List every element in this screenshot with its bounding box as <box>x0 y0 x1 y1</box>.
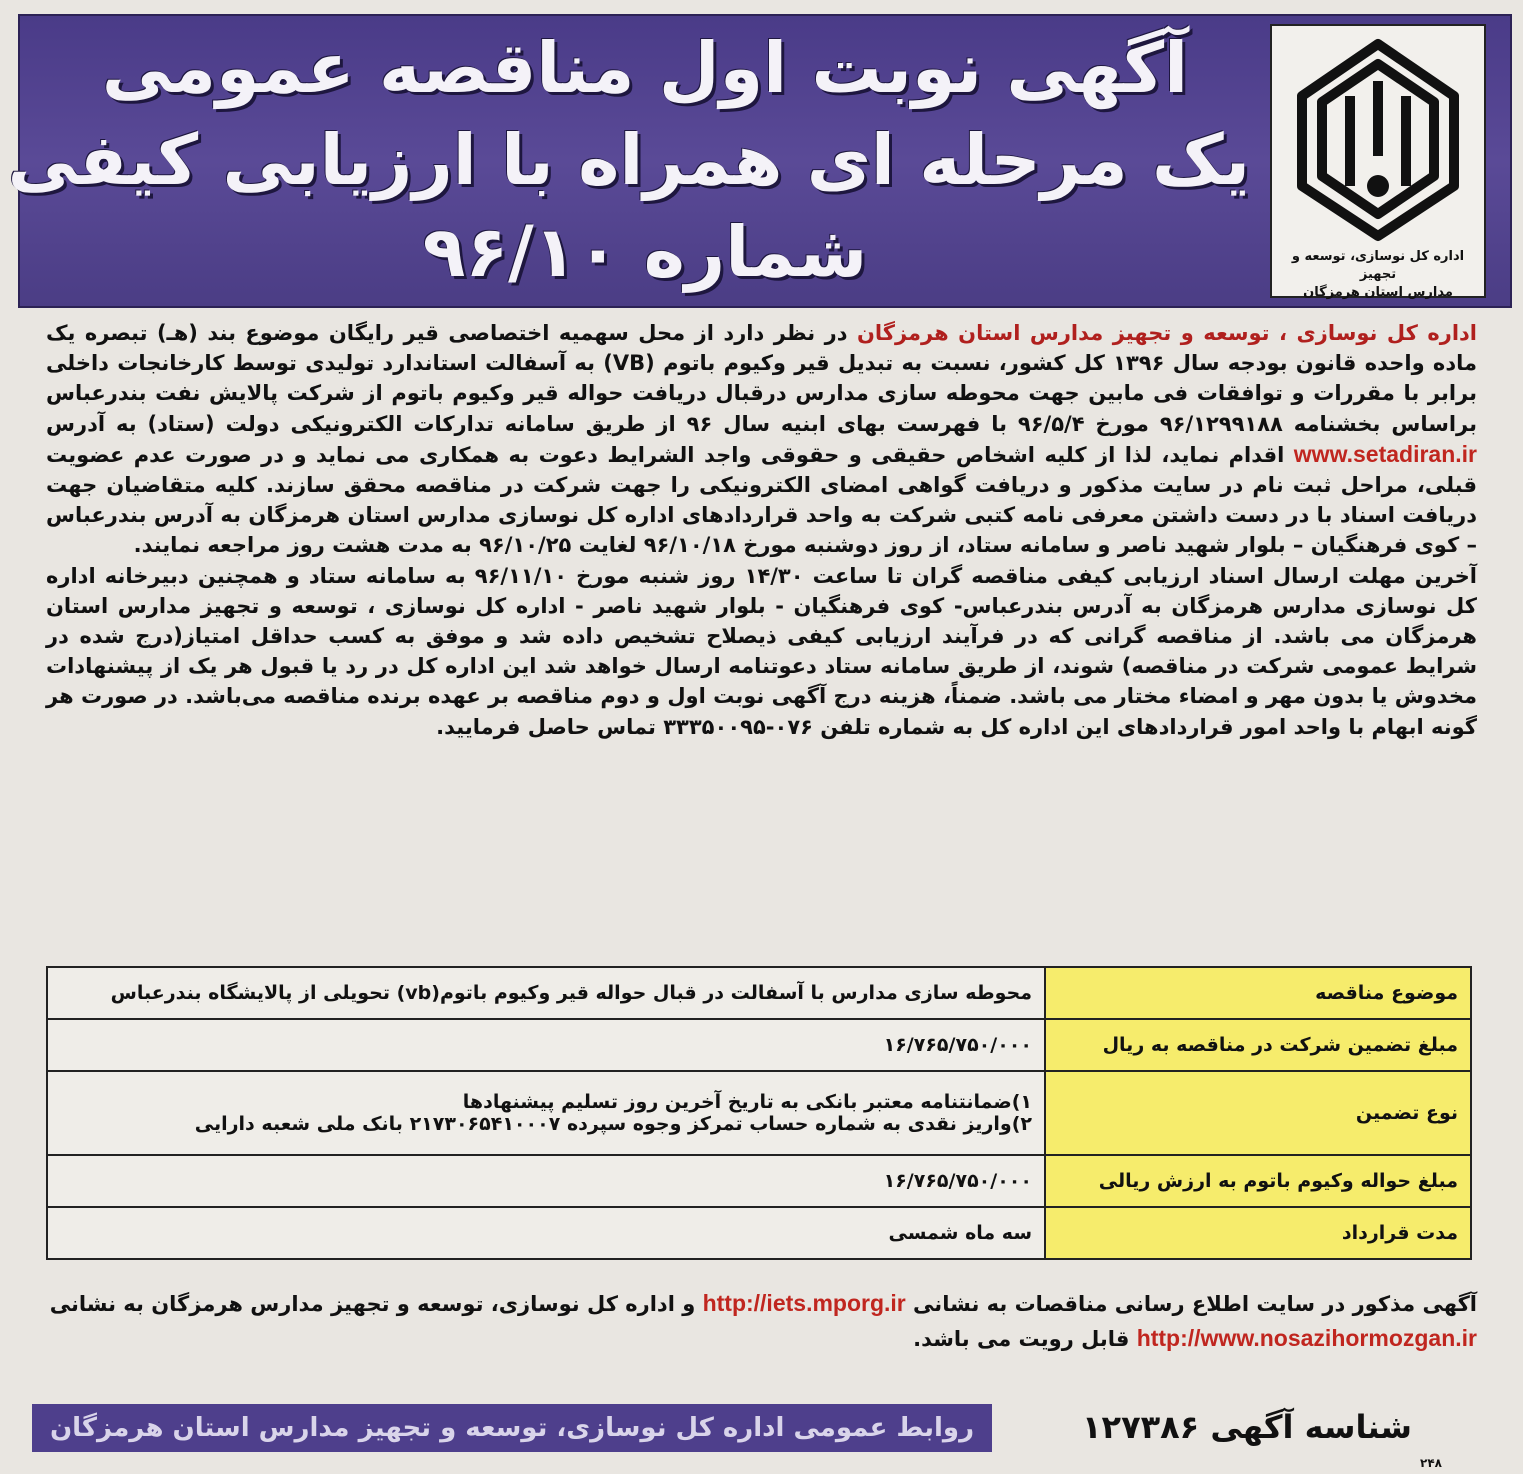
paragraph-1-text-a: در نظر دارد از محل سهمیه اختصاصی قیر رایگان موضوع بند (هـ) تبصره یک ماده واحده قانون بودجه سال ۱۳۹۶ کل کشور، نسبت به تبدیل قیر وکیوم باتوم (VB) به آسفالت استاندارد تولیدی توسط کارخانجات داخلی برابر با مقررات و توافقات فی مابین جهت محوطه سازی مدارس درقبال دریافت حواله قیر وکیوم باتوم از شرکت پالایش نفت بندرعباس براساس بخشنامه ۹۶/۱۲۹۹۱۸۸ مورخ ۹۶/۵/۴ با فهرست بهای ابنیه سال ۹۶ از طریق سامانه تدارکات الکترونیکی دولت (ستاد) به آدرس <box>46 321 1478 436</box>
footer-paragraph <box>46 1286 1477 1356</box>
row-value <box>47 1019 1045 1071</box>
tender-info-table <box>46 966 1472 1260</box>
nosazi-link[interactable]: http://www.nosazihormozgan.ir <box>1136 1325 1477 1351</box>
iets-link[interactable]: http://iets.mporg.ir <box>702 1290 906 1316</box>
title-line-2: یک مرحله ای همراه با ارزیابی کیفی <box>7 119 1250 201</box>
title-line-1: آگهی نوبت اول مناقصه عمومی <box>101 27 1189 109</box>
voucher-amount: ۱۶/۷۶۵/۷۵۰/۰۰۰ <box>883 1170 1032 1192</box>
table-row <box>47 1155 1471 1207</box>
table-row <box>47 1071 1471 1155</box>
logo-caption-line1: اداره کل نوسازی، توسعه و تجهیز <box>1291 249 1465 282</box>
row-label: مبلغ حواله وکیوم باتوم به ارزش ریالی <box>1045 1155 1471 1207</box>
paragraph-1-text-b: اقدام نماید، لذا از کلیه اشخاص حقیقی و حقوقی واجد الشرایط دعوت به همکاری می نماید و در صورت عدم عضویت قبلی، مراحل ثبت نام در سایت مذکور و دریافت گواهی امضای الکترونیکی را جهت شرکت در مناقصه محقق سازند. کلیه متقاضیان جهت دریافت اسناد با در دست داشتن معرفی نامه کتبی شرکت به واحد قراردادهای اداره کل نوسازی مدارس استان هرمزگان به آدرس بندرعباس – کوی فرهنگیان – بلوار شهید ناصر و سامانه ستاد، از روز دوشنبه مورخ ۹۶/۱۰/۱۸ لغایت ۹۶/۱۰/۲۵ به مدت هشت روز مراجعه نمایند. <box>46 442 1477 558</box>
row-label: موضوع مناقصه <box>1045 967 1471 1019</box>
table-row <box>47 967 1471 1019</box>
public-relations-banner: روابط عمومی اداره کل نوسازی، توسعه و تجهیز مدارس استان هرمزگان <box>32 1404 992 1452</box>
row-value <box>47 1155 1045 1207</box>
footer-text-b: و اداره کل نوسازی، توسعه و تجهیز مدارس هرمزگان به نشانی <box>49 1292 703 1316</box>
announcement-body <box>46 318 1477 742</box>
row-label: مبلغ تضمین شرکت در مناقصه به ریال <box>1045 1019 1471 1071</box>
table-row <box>47 1207 1471 1259</box>
organization-logo <box>1270 24 1486 298</box>
organization-name: اداره کل نوسازی ، توسعه و تجهیز مدارس استان هرمزگان <box>856 321 1477 345</box>
setadiran-link[interactable]: www.setadiran.ir <box>1293 440 1477 467</box>
footer-text-c: قابل رویت می باشد. <box>913 1327 1137 1351</box>
row-value: سه ماه شمسی <box>47 1207 1045 1259</box>
paragraph-2: آخرین مهلت ارسال اسناد ارزیابی کیفی مناقصه گران تا ساعت ۱۴/۳۰ روز شنبه مورخ ۹۶/۱۱/۱۰ به سامانه ستاد و همچنین دبیرخانه اداره کل نوسازی مدارس هرمزگان به آدرس بندرعباس- کوی فرهنگیان - بلوار شهید ناصر - اداره کل نوسازی ، توسعه و تجهیز مدارس استان هرمزگان می باشد. از مناقصه گرانی که در فرآیند ارزیابی کیفی ذیصلاح تشخیص داده شد و موفق به کسب حداقل امتیاز(درج شده در شرایط عمومی شرکت در مناقصه) شوند، از طریق سامانه ستاد دعوتنامه ارسال خواهد شد این اداره کل در رد یا قبول هر یک از پیشنهادات مخدوش یا بدون مهر و امضاء مختار می باشد. ضمناً، هزینه درج آگهی نوبت اول و دوم مناقصه بر عهده برنده مناقصه می‌باشد. در صورت هر گونه ابهام با واحد امور قراردادهای این اداره کل به شماره تلفن ۰۷۶-۳۳۳۵۰۰۹۵ تماس حاصل فرمایید. <box>46 563 1477 739</box>
logo-caption-line2: مدارس استان هرمزگان <box>1303 285 1453 300</box>
guarantee-amount: ۱۶/۷۶۵/۷۵۰/۰۰۰ <box>883 1034 1032 1056</box>
page-number-wrap <box>1420 1456 1460 1472</box>
footer-text-a: آگهی مذکور در سایت اطلاع رسانی مناقصات به نشانی <box>905 1292 1477 1316</box>
title-line-3: شماره ۹۶/۱۰ <box>422 211 868 293</box>
table-row <box>47 1019 1471 1071</box>
ad-id: شناسه آگهی ۱۲۷۳۸۶ <box>1082 1408 1412 1446</box>
guarantee-type-line1: ۱)ضمانتنامه معتبر بانکی به تاریخ آخرین روز تسلیم پیشنهادها <box>462 1091 1032 1113</box>
row-label: نوع تضمین <box>1045 1071 1471 1155</box>
bottom-bar <box>32 1400 1492 1454</box>
paragraph-1 <box>46 318 1477 561</box>
logo-caption <box>1276 248 1480 302</box>
page-number: ۲۴۸ <box>1420 1456 1442 1470</box>
row-value <box>47 1071 1045 1155</box>
footer-text <box>46 1286 1477 1356</box>
title-block <box>7 22 1250 298</box>
logo-emblem-icon <box>1294 36 1462 242</box>
row-value: محوطه سازی مدارس با آسفالت در قبال حواله قیر وکیوم باتوم(vb) تحویلی از پالایشگاه بندرعباس <box>47 967 1045 1019</box>
guarantee-type-line2: ۲)واریز نقدی به شماره حساب تمرکز وجوه سپرده ۲۱۷۳۰۶۵۴۱۰۰۰۷ بانک ملی شعبه دارایی <box>194 1113 1032 1135</box>
header-banner <box>7 14 1512 308</box>
row-label: مدت قرارداد <box>1045 1207 1471 1259</box>
